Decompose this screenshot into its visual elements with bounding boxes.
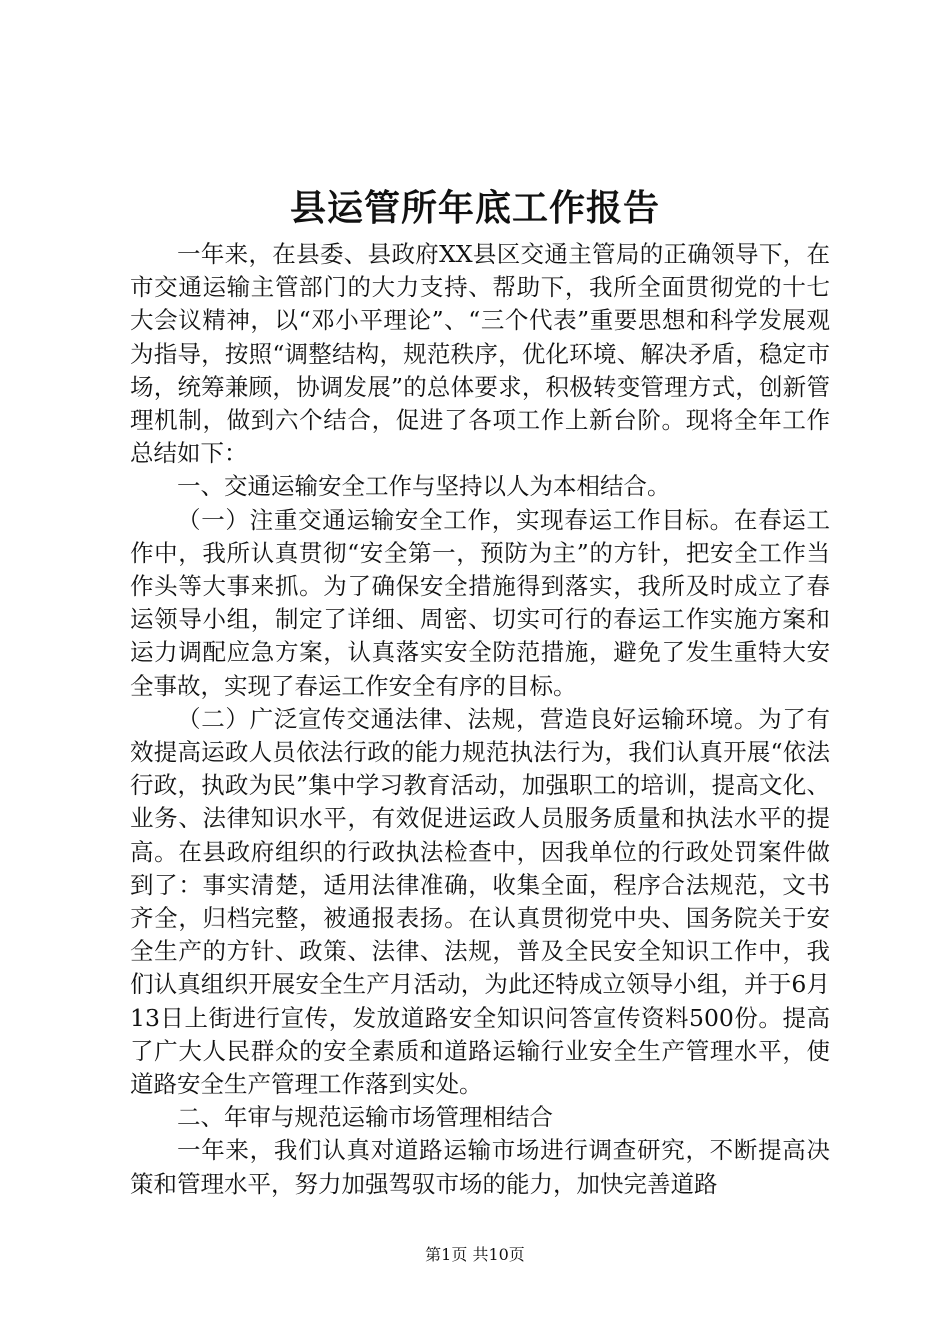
document-title: 县运管所年底工作报告 — [289, 187, 660, 229]
page-number-footer: 第1页 共10页 — [425, 1245, 525, 1264]
paragraph-spring-transport: （一）注重交通运输安全工作，实现春运工作目标。在春运工作中，我所认真贯彻“安全第一，预防为主”的方针，把安全工作当作头等大事来抓。为了确保安全措施得到落实，我所及时成立了春运领导小组，制定了详细、周密、切实可行的春运工作实施方案和运力调配应急方案，认真落实安全防范措施，避免了发生重特大安全事故，实现了春运工作安全有序的目标。 — [130, 505, 830, 700]
document-body — [130, 238, 830, 1201]
section-heading-1: 一、交通运输安全工作与坚持以人为本相结合。 — [177, 472, 671, 501]
paragraph-law-publicity: （二）广泛宣传交通法律、法规，营造良好运输环境。为了有效提高运政人员依法行政的能力规范执法行为，我们认真开展“依法行政，执政为民”集中学习教育活动，加强职工的培训，提高文化、业务、法律知识水平，有效促进运政人员服务质量和执法水平的提高。在县政府组织的行政执法检查中，因我单位的行政处罚案件做到了：事实清楚，适用法律准确，收集全面，程序合法规范，文书齐全，归档完整，被通报表扬。在认真贯彻党中央、国务院关于安全生产的方针、政策、法律、法规，普及全民安全知识工作中，我们认真组织开展安全生产月活动，为此还特成立领导小组，并于6月13日上街进行宣传，发放道路安全知识问答宣传资料500份。提高了广大人民群众的安全素质和道路运输行业安全生产管理水平，使道路安全生产管理工作落到实处。 — [130, 704, 830, 1099]
paragraph-market-management: 一年来，我们认真对道路运输市场进行调查研究，不断提高决策和管理水平，努力加强驾驭市场的能力，加快完善道路 — [130, 1136, 830, 1198]
paragraph-intro: 一年来，在县委、县政府XX县区交通主管局的正确领导下，在市交通运输主管部门的大力支持、帮助下，我所全面贯彻党的十七大会议精神，以“邓小平理论”、“三个代表”重要思想和科学发展观为指导，按照“调整结构，规范秩序，优化环境、解决矛盾，稳定市场，统筹兼顾，协调发展”的总体要求，积极转变管理方式，创新管理机制，做到六个结合，促进了各项工作上新台阶。现将全年工作总结如下： — [130, 240, 830, 468]
section-heading-2: 二、年审与规范运输市场管理相结合 — [177, 1103, 553, 1132]
